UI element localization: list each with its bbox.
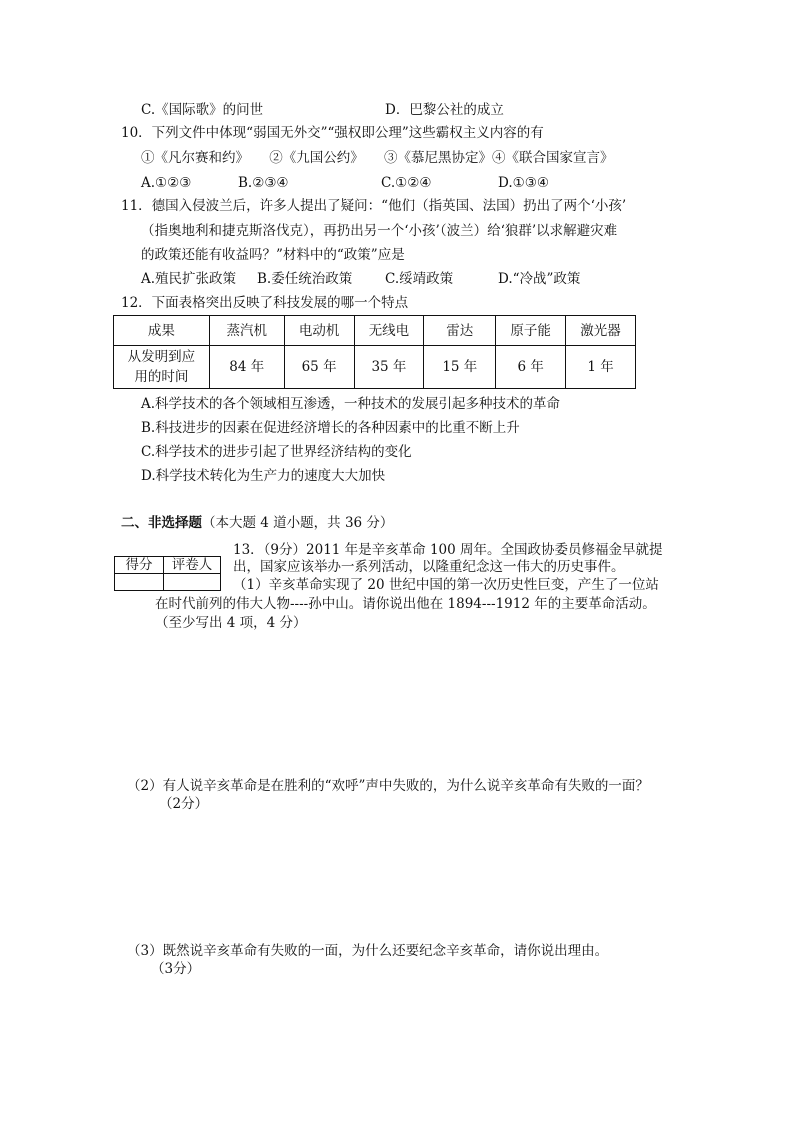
q13-line-1: 13．（9分）2011 年是辛亥革命 100 周年。全国政协委员修福金早就提 [233, 542, 663, 558]
section-title: 二、非选择题 [121, 515, 202, 531]
grader-label: 评卷人 [164, 557, 221, 574]
q10-option-d: D.①③④ [498, 175, 549, 191]
score-field [115, 574, 164, 591]
row-label-line-2: 用的时间 [134, 369, 189, 385]
q12-option-d: D.科学技术转化为生产力的速度大大加快 [141, 468, 386, 484]
table-header-cell: 无线电 [354, 316, 424, 346]
q9-option-d: D．巴黎公社的成立 [385, 102, 504, 118]
table-header-cell: 激光器 [566, 316, 636, 346]
table-cell: 84 年 [209, 346, 284, 389]
table-cell: 65 年 [284, 346, 354, 389]
row-label-line-1: 从发明到应 [127, 349, 196, 365]
q12-option-a: A.科学技术的各个领域相互渗透，一种技术的发展引起多种技术的革命 [141, 396, 561, 412]
table-header-cell: 成果 [114, 316, 210, 346]
q11-line-1: 11．德国入侵波兰后，许多人提出了疑问：“他们（指英国、法国）扔出了两个‘小孩’ [121, 198, 627, 214]
table-header-cell: 原子能 [496, 316, 566, 346]
q13-part3-line-2: （3分） [151, 961, 201, 977]
q13-part2-line-1: （2）有人说辛亥革命是在胜利的“欢呼”声中失败的，为什么说辛亥革命有失败的一面？ [127, 778, 649, 794]
q13-part1-line-2: 在时代前列的伟大人物----孙中山。请你说出他在 1894---1912 年的主要革命活动。 [155, 596, 656, 612]
section-note: （本大题 4 道小题，共 36 分） [202, 515, 394, 531]
table-row [114, 346, 636, 389]
q13-part1-line-1: （1）辛亥革命实现了 20 世纪中国的第一次历史性巨变，产生了一位站 [233, 577, 659, 593]
q10-option-a: A.①②③ [141, 175, 192, 191]
q11-option-c: C.绥靖政策 [385, 271, 454, 287]
q11-line-3: 的政策还能有收益吗？”材料中的“政策”应是 [141, 247, 405, 263]
q11-option-a: A.殖民扩张政策 [141, 271, 237, 287]
score-box [114, 556, 221, 591]
table-header-cell: 蒸汽机 [209, 316, 284, 346]
q13-part3-line-1: （3）既然说辛亥革命有失败的一面，为什么还要纪念辛亥革命，请你说出理由。 [127, 943, 609, 959]
q11-option-b: B.委任统治政策 [257, 271, 353, 287]
q11-option-d: D.“冷战”政策 [498, 271, 581, 287]
q13-part1-line-3: （至少写出 4 项，4 分） [155, 615, 307, 631]
table-row-label [114, 346, 210, 389]
table-header-cell: 雷达 [424, 316, 496, 346]
score-label: 得分 [115, 557, 164, 574]
tech-table [113, 315, 636, 389]
q12-option-b: B.科技进步的因素在促进经济增长的各种因素中的比重不断上升 [141, 420, 520, 436]
q12-option-c: C.科学技术的进步引起了世界经济结构的变化 [141, 444, 412, 460]
q10-option-c: C.①②④ [381, 175, 432, 191]
table-header-cell: 电动机 [284, 316, 354, 346]
q13-part2-line-2: （2分） [159, 796, 209, 812]
q10-items: ①《凡尔赛和约》 ②《九国公约》 ③《慕尼黑协定》④《联合国家宣言》 [141, 150, 614, 166]
q11-line-2: （指奥地利和捷克斯洛伐克），再扔出另一个‘小孩’（波兰）给‘狼群’以求解避灾难 [141, 223, 618, 239]
q10-option-b: B.②③④ [238, 175, 289, 191]
table-header-row [114, 316, 636, 346]
table-cell: 15 年 [424, 346, 496, 389]
q9-option-c: C.《国际歌》的问世 [141, 102, 264, 118]
table-cell: 6 年 [496, 346, 566, 389]
section-heading [121, 514, 393, 532]
q10-stem: 10．下列文件中体现“弱国无外交”“强权即公理”这些霸权主义内容的有 [121, 125, 544, 141]
grader-field [164, 574, 221, 591]
q13-line-2: 出，国家应该举办一系列活动，以隆重纪念这一伟大的历史事件。 [233, 559, 625, 575]
table-cell: 35 年 [354, 346, 424, 389]
table-cell: 1 年 [566, 346, 636, 389]
q12-stem: 12．下面表格突出反映了科技发展的哪一个特点 [121, 295, 409, 311]
